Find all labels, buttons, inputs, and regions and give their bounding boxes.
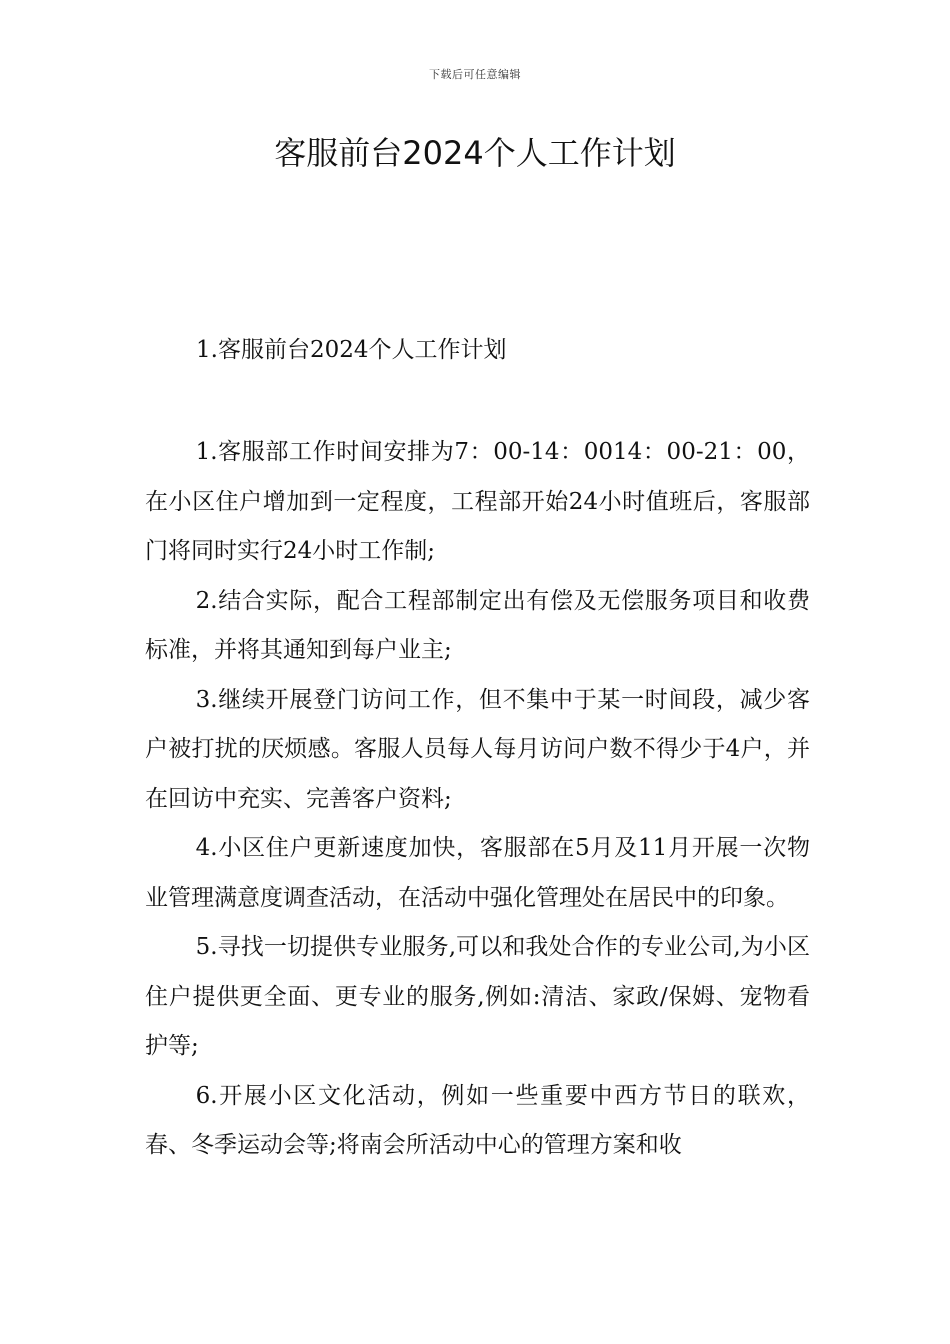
section-heading: 1.客服前台2024个人工作计划	[196, 337, 507, 363]
paragraph: 2.结合实际，配合工程部制定出有偿及无偿服务项目和收费标准，并将其通知到每户业主;	[145, 587, 810, 663]
paragraph: 3.继续开展登门访问工作，但不集中于某一时间段，减少客户被打扰的厌烦感。客服人员每人每月访问户数不得少于4户，并在回访中充实、完善客户资料;	[145, 686, 810, 812]
paragraph: 1.客服部工作时间安排为7：00-14：0014：00-21：00，在小区住户增加到一定程度，工程部开始24小时值班后，客服部门将同时实行24小时工作制;	[145, 439, 810, 564]
document-body	[145, 428, 810, 1171]
document-title: 客服前台2024个人工作计划	[274, 134, 676, 172]
paragraph: 5.寻找一切提供专业服务,可以和我处合作的专业公司,为小区住户提供更全面、更专业的服务,例如:清洁、家政/保姆、宠物看护等;	[145, 934, 810, 1059]
paragraph: 4.小区住户更新速度加快，客服部在5月及11月开展一次物业管理满意度调查活动，在活动中强化管理处在居民中的印象。	[145, 835, 810, 911]
paragraph: 6.开展小区文化活动，例如一些重要中西方节日的联欢，春、冬季运动会等;将南会所活动中心的管理方案和收	[145, 1082, 810, 1158]
header-note: 下载后可任意编辑	[429, 68, 521, 81]
